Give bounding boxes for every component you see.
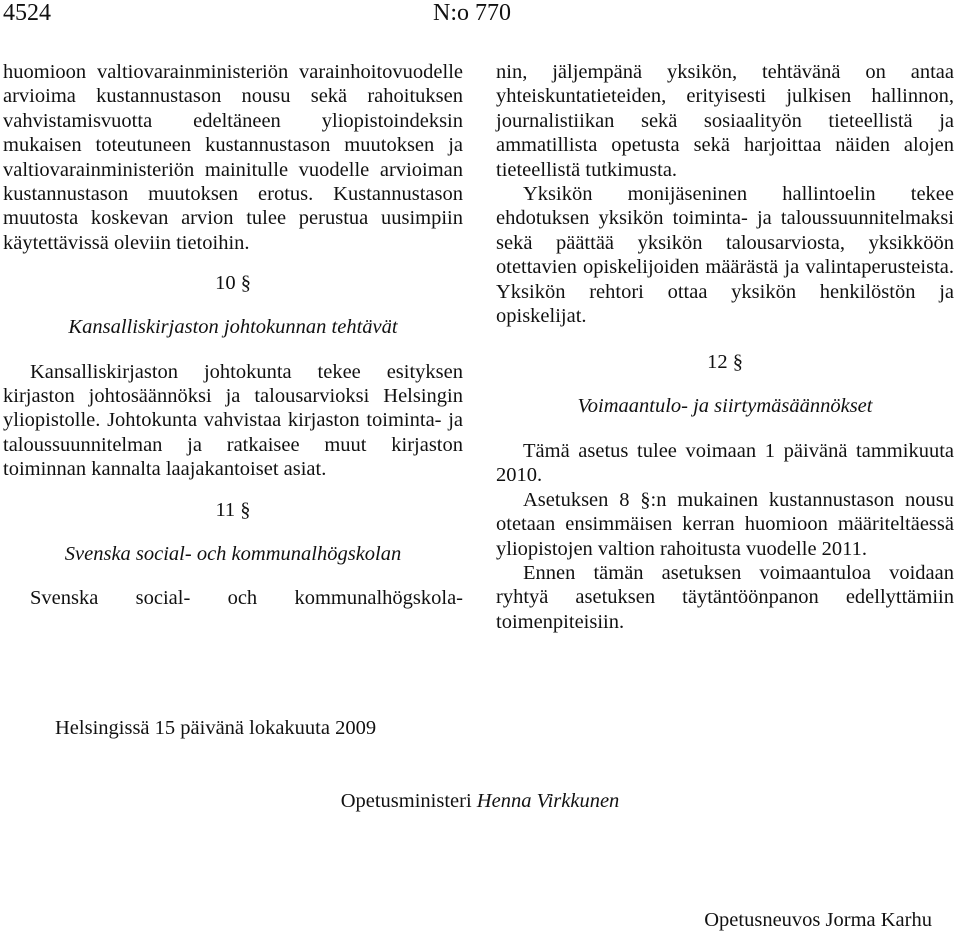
- section-11-title: Svenska social- och kommunalhögskolan: [64, 542, 402, 565]
- section-12-number: 12 §: [707, 351, 743, 374]
- signoff-advisor: [704, 908, 932, 932]
- issue-number: N:o 770: [433, 0, 511, 26]
- section-11-number: 11 §: [215, 498, 251, 521]
- section-10-title: Kansalliskirjaston johtokunnan tehtävät: [68, 316, 398, 339]
- minister-title: Opetusministeri: [340, 790, 472, 812]
- minister-name: Henna Virkkunen: [476, 790, 620, 812]
- board-paragraph: Yksikön monijäseninen hallintoelin tekee ehdotuksen yksikön toiminta- ja taloussuunnitelmaksi sekä päättää yksikön talousarviosta, yksikköön otettavien opiskelijoiden määrästä ja valintaperusteista. Yksikön rehtori ottaa yksikön henkilöstön ja opiskelijat.: [496, 183, 954, 328]
- page-number: 4524: [3, 0, 51, 26]
- section-12-paragraph-2: Asetuksen 8 §:n mukainen kustannustason nousu otetaan ensimmäisen kerran huomioon määriteltäessä yliopistojen valtion rahoitusta vuodelle 2011.: [496, 488, 954, 560]
- signoff-place-date: Helsingissä 15 päivänä lokakuuta 2009: [55, 717, 377, 739]
- advisor-title: Opetusneuvos: [704, 909, 821, 931]
- section-11-body: Svenska social- och kommunalhögskola-: [30, 587, 463, 610]
- section-12-paragraph-3: Ennen tämän asetuksen voimaantuloa voidaan ryhtyä asetuksen täytäntöönpanon edellyttämiin toimenpiteisiin.: [496, 561, 954, 633]
- section-10-body: Kansalliskirjaston johtokunta tekee esityksen kirjaston johtosäännöksi ja talousarvioksi Helsingin yliopistolle. Johtokunta vahvistaa kirjaston toiminta- ja taloussuunnitelman ja ratkaisee muut kirjaston toiminnan kannalta laajakantoiset asiat.: [3, 360, 463, 481]
- intro-paragraph: huomioon valtiovarainministeriön varainhoitovuodelle arvioima kustannustason nousu sekä rahoituksen vahvistamisvuotta edeltäneen yliopistoindeksin mukaisen toteutuneen kustannustason muutoksen ja valtiovarainministeriön mainitulle vuodelle arvioiman kustannustason muutoksen erotus. Kustannustason muutosta koskevan arvion tulee perustua uusimpiin käytettävissä oleviin tietoihin.: [3, 61, 463, 254]
- section-12-title: Voimaantulo- ja siirtymäsäännökset: [577, 395, 873, 418]
- continuation-paragraph: nin, jäljempänä yksikön, tehtävänä on antaa yhteiskuntatieteiden, erityisesti julkisen hallinnon, journalistiikan sekä sosiaalityön tieteellistä ja ammatillista opetusta sekä harjoittaa näiden alojen tieteellistä tutkimusta.: [496, 61, 954, 181]
- section-12-paragraph-1: Tämä asetus tulee voimaan 1 päivänä tammikuuta 2010.: [496, 439, 954, 487]
- page-header: [3, 0, 958, 30]
- left-column: [3, 60, 463, 611]
- section-10-number: 10 §: [215, 272, 251, 295]
- advisor-name: Jorma Karhu: [825, 909, 932, 931]
- right-column: [496, 60, 954, 634]
- signoff-minister: [0, 789, 960, 813]
